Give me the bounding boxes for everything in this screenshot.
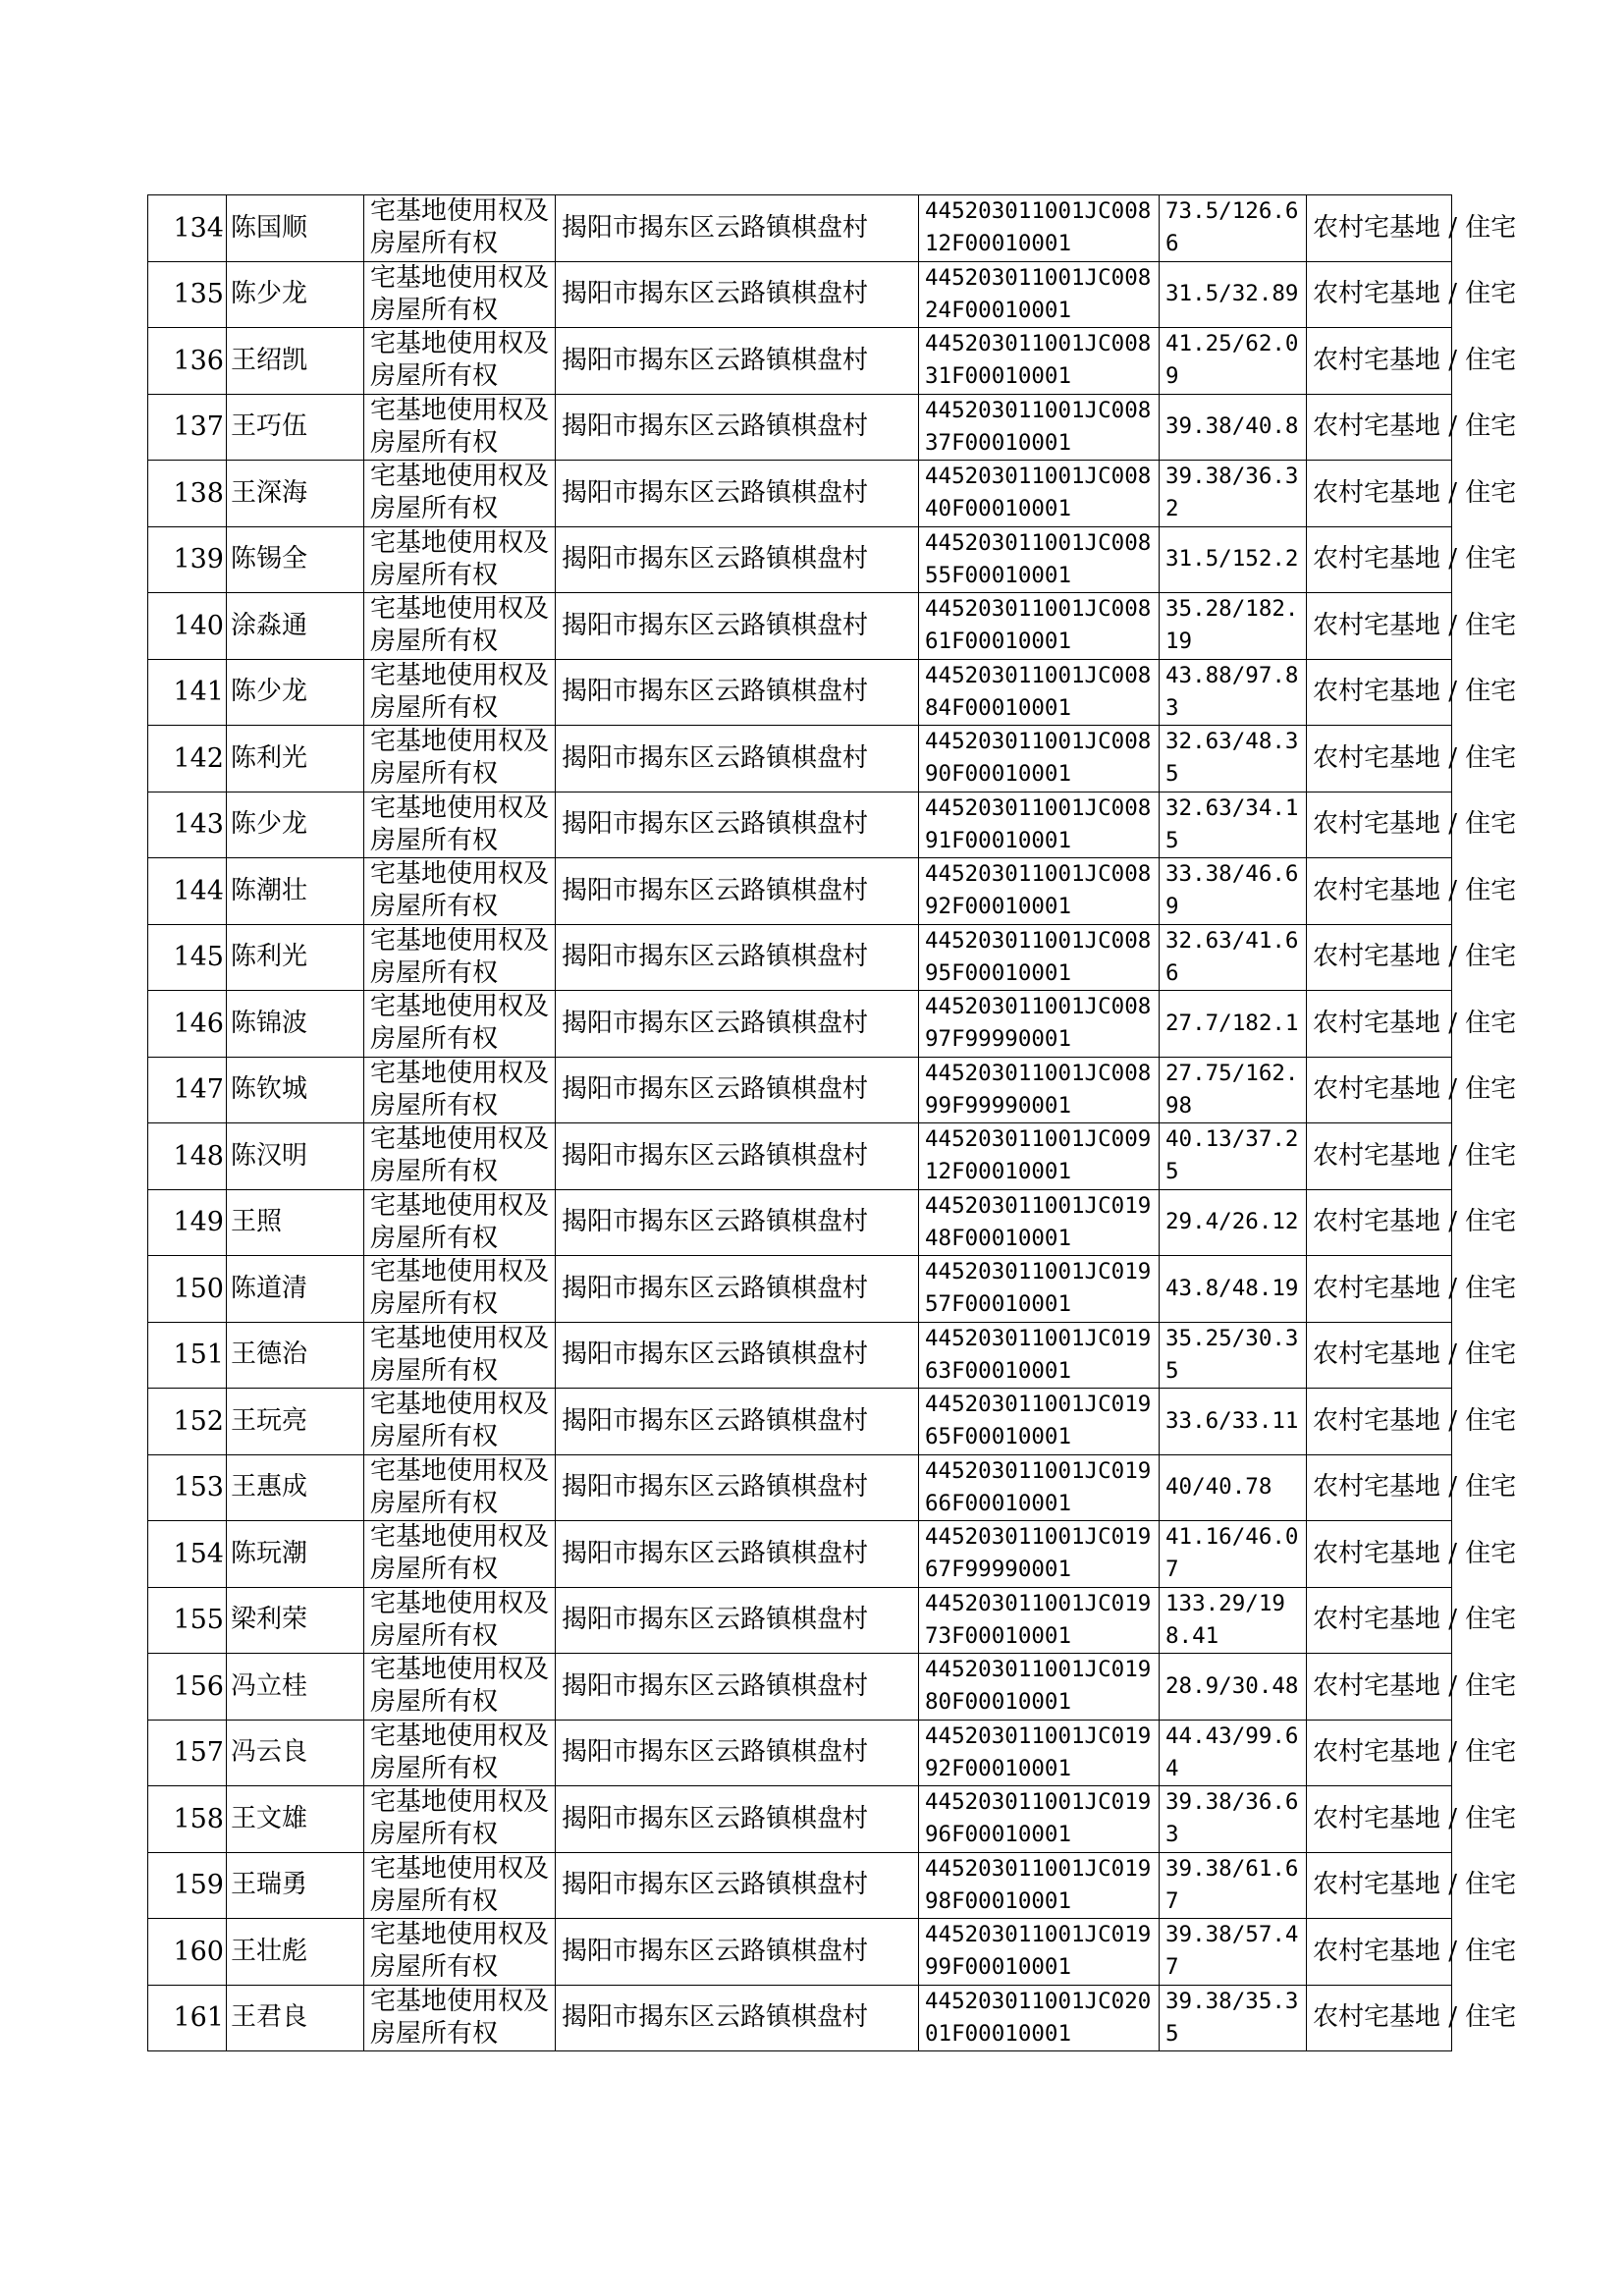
right-type-cell: 宅基地使用权及房屋所有权 [364, 1389, 556, 1455]
table-row [148, 261, 1452, 328]
land-use-cell: 农村宅基地 / 住宅 [1307, 1720, 1452, 1786]
land-use-cell: 农村宅基地 / 住宅 [1307, 858, 1452, 925]
right-type-cell: 宅基地使用权及房屋所有权 [364, 924, 556, 991]
right-type-cell: 宅基地使用权及房屋所有权 [364, 1521, 556, 1588]
right-type-cell: 宅基地使用权及房屋所有权 [364, 1985, 556, 2051]
right-type-cell: 宅基地使用权及房屋所有权 [364, 461, 556, 527]
area-cell: 40/40.78 [1160, 1454, 1307, 1521]
right-type-cell: 宅基地使用权及房屋所有权 [364, 792, 556, 858]
right-type-cell: 宅基地使用权及房屋所有权 [364, 261, 556, 328]
unit-code-cell: 445203011001JC00855F00010001 [919, 526, 1160, 593]
unit-code-cell: 445203011001JC01948F00010001 [919, 1189, 1160, 1256]
land-use-cell: 农村宅基地 / 住宅 [1307, 659, 1452, 726]
area-cell: 43.88/97.83 [1160, 659, 1307, 726]
table-row [148, 726, 1452, 792]
owner-name-cell: 王深海 [227, 461, 364, 527]
owner-name-cell: 陈锡全 [227, 526, 364, 593]
unit-code-cell: 445203011001JC00892F00010001 [919, 858, 1160, 925]
location-cell: 揭阳市揭东区云路镇棋盘村 [556, 1189, 919, 1256]
row-number-cell: 146 [148, 991, 227, 1058]
area-cell: 28.9/30.48 [1160, 1654, 1307, 1721]
owner-name-cell: 涂淼通 [227, 593, 364, 660]
land-use-cell: 农村宅基地 / 住宅 [1307, 792, 1452, 858]
unit-code-cell: 445203011001JC00812F00010001 [919, 195, 1160, 262]
area-cell: 29.4/26.12 [1160, 1189, 1307, 1256]
right-type-cell: 宅基地使用权及房屋所有权 [364, 1786, 556, 1853]
table-row [148, 1786, 1452, 1853]
location-cell: 揭阳市揭东区云路镇棋盘村 [556, 1852, 919, 1919]
area-cell: 35.28/182.19 [1160, 593, 1307, 660]
right-type-cell: 宅基地使用权及房屋所有权 [364, 1654, 556, 1721]
table-row [148, 1720, 1452, 1786]
owner-name-cell: 王瑞勇 [227, 1852, 364, 1919]
owner-name-cell: 陈汉明 [227, 1123, 364, 1190]
table-row [148, 1189, 1452, 1256]
right-type-cell: 宅基地使用权及房屋所有权 [364, 1587, 556, 1654]
land-use-cell: 农村宅基地 / 住宅 [1307, 1786, 1452, 1853]
row-number-cell: 155 [148, 1587, 227, 1654]
table-row [148, 526, 1452, 593]
area-cell: 31.5/32.89 [1160, 261, 1307, 328]
table-row [148, 1985, 1452, 2051]
owner-name-cell: 陈少龙 [227, 261, 364, 328]
land-use-cell: 农村宅基地 / 住宅 [1307, 526, 1452, 593]
area-cell: 39.38/57.47 [1160, 1919, 1307, 1986]
location-cell: 揭阳市揭东区云路镇棋盘村 [556, 1720, 919, 1786]
location-cell: 揭阳市揭东区云路镇棋盘村 [556, 195, 919, 262]
land-use-cell: 农村宅基地 / 住宅 [1307, 1256, 1452, 1323]
right-type-cell: 宅基地使用权及房屋所有权 [364, 1322, 556, 1389]
area-cell: 39.38/40.8 [1160, 394, 1307, 461]
table-row [148, 792, 1452, 858]
area-cell: 32.63/41.66 [1160, 924, 1307, 991]
location-cell: 揭阳市揭东区云路镇棋盘村 [556, 328, 919, 395]
unit-code-cell: 445203011001JC01999F00010001 [919, 1919, 1160, 1986]
unit-code-cell: 445203011001JC00912F00010001 [919, 1123, 1160, 1190]
right-type-cell: 宅基地使用权及房屋所有权 [364, 659, 556, 726]
table-row [148, 1919, 1452, 1986]
right-type-cell: 宅基地使用权及房屋所有权 [364, 328, 556, 395]
unit-code-cell: 445203011001JC02001F00010001 [919, 1985, 1160, 2051]
row-number-cell: 143 [148, 792, 227, 858]
area-cell: 35.25/30.35 [1160, 1322, 1307, 1389]
area-cell: 33.38/46.69 [1160, 858, 1307, 925]
row-number-cell: 141 [148, 659, 227, 726]
owner-name-cell: 陈利光 [227, 924, 364, 991]
land-use-cell: 农村宅基地 / 住宅 [1307, 1057, 1452, 1123]
table-row [148, 1389, 1452, 1455]
owner-name-cell: 陈少龙 [227, 659, 364, 726]
area-cell: 32.63/48.35 [1160, 726, 1307, 792]
table-row [148, 328, 1452, 395]
land-use-cell: 农村宅基地 / 住宅 [1307, 1322, 1452, 1389]
table-row [148, 991, 1452, 1058]
location-cell: 揭阳市揭东区云路镇棋盘村 [556, 924, 919, 991]
unit-code-cell: 445203011001JC00831F00010001 [919, 328, 1160, 395]
row-number-cell: 148 [148, 1123, 227, 1190]
table-row [148, 1123, 1452, 1190]
row-number-cell: 147 [148, 1057, 227, 1123]
property-rights-table [147, 194, 1517, 2051]
row-number-cell: 149 [148, 1189, 227, 1256]
row-number-cell: 135 [148, 261, 227, 328]
owner-name-cell: 王巧伍 [227, 394, 364, 461]
area-cell: 39.38/61.67 [1160, 1852, 1307, 1919]
land-use-cell: 农村宅基地 / 住宅 [1307, 924, 1452, 991]
land-use-cell: 农村宅基地 / 住宅 [1307, 1985, 1452, 2051]
land-use-cell: 农村宅基地 / 住宅 [1307, 1389, 1452, 1455]
land-use-cell: 农村宅基地 / 住宅 [1307, 1189, 1452, 1256]
area-cell: 73.5/126.66 [1160, 195, 1307, 262]
location-cell: 揭阳市揭东区云路镇棋盘村 [556, 394, 919, 461]
unit-code-cell: 445203011001JC01965F00010001 [919, 1389, 1160, 1455]
land-use-cell: 农村宅基地 / 住宅 [1307, 195, 1452, 262]
row-number-cell: 140 [148, 593, 227, 660]
location-cell: 揭阳市揭东区云路镇棋盘村 [556, 1521, 919, 1588]
right-type-cell: 宅基地使用权及房屋所有权 [364, 526, 556, 593]
table-row [148, 461, 1452, 527]
unit-code-cell: 445203011001JC01996F00010001 [919, 1786, 1160, 1853]
right-type-cell: 宅基地使用权及房屋所有权 [364, 195, 556, 262]
area-cell: 133.29/198.41 [1160, 1587, 1307, 1654]
owner-name-cell: 陈锦波 [227, 991, 364, 1058]
area-cell: 44.43/99.64 [1160, 1720, 1307, 1786]
land-use-cell: 农村宅基地 / 住宅 [1307, 1852, 1452, 1919]
unit-code-cell: 445203011001JC01992F00010001 [919, 1720, 1160, 1786]
owner-name-cell: 冯立桂 [227, 1654, 364, 1721]
right-type-cell: 宅基地使用权及房屋所有权 [364, 1919, 556, 1986]
owner-name-cell: 王德治 [227, 1322, 364, 1389]
land-use-cell: 农村宅基地 / 住宅 [1307, 394, 1452, 461]
right-type-cell: 宅基地使用权及房屋所有权 [364, 1852, 556, 1919]
location-cell: 揭阳市揭东区云路镇棋盘村 [556, 1454, 919, 1521]
owner-name-cell: 陈钦城 [227, 1057, 364, 1123]
owner-name-cell: 冯云良 [227, 1720, 364, 1786]
land-use-cell: 农村宅基地 / 住宅 [1307, 461, 1452, 527]
unit-code-cell: 445203011001JC00824F00010001 [919, 261, 1160, 328]
row-number-cell: 156 [148, 1654, 227, 1721]
right-type-cell: 宅基地使用权及房屋所有权 [364, 1189, 556, 1256]
unit-code-cell: 445203011001JC00837F00010001 [919, 394, 1160, 461]
owner-name-cell: 陈利光 [227, 726, 364, 792]
row-number-cell: 145 [148, 924, 227, 991]
table-row [148, 593, 1452, 660]
area-cell: 40.13/37.25 [1160, 1123, 1307, 1190]
row-number-cell: 152 [148, 1389, 227, 1455]
table-row [148, 1654, 1452, 1721]
land-use-cell: 农村宅基地 / 住宅 [1307, 1654, 1452, 1721]
unit-code-cell: 445203011001JC01980F00010001 [919, 1654, 1160, 1721]
area-cell: 32.63/34.15 [1160, 792, 1307, 858]
land-use-cell: 农村宅基地 / 住宅 [1307, 1123, 1452, 1190]
row-number-cell: 154 [148, 1521, 227, 1588]
location-cell: 揭阳市揭东区云路镇棋盘村 [556, 792, 919, 858]
row-number-cell: 138 [148, 461, 227, 527]
unit-code-cell: 445203011001JC00895F00010001 [919, 924, 1160, 991]
area-cell: 33.6/33.11 [1160, 1389, 1307, 1455]
table-row [148, 1521, 1452, 1588]
owner-name-cell: 王照 [227, 1189, 364, 1256]
table-row [148, 1322, 1452, 1389]
row-number-cell: 139 [148, 526, 227, 593]
row-number-cell: 150 [148, 1256, 227, 1323]
land-use-cell: 农村宅基地 / 住宅 [1307, 991, 1452, 1058]
row-number-cell: 158 [148, 1786, 227, 1853]
location-cell: 揭阳市揭东区云路镇棋盘村 [556, 461, 919, 527]
location-cell: 揭阳市揭东区云路镇棋盘村 [556, 1985, 919, 2051]
row-number-cell: 136 [148, 328, 227, 395]
location-cell: 揭阳市揭东区云路镇棋盘村 [556, 1587, 919, 1654]
land-use-cell: 农村宅基地 / 住宅 [1307, 1587, 1452, 1654]
row-number-cell: 142 [148, 726, 227, 792]
land-use-cell: 农村宅基地 / 住宅 [1307, 1454, 1452, 1521]
table-row [148, 924, 1452, 991]
land-use-cell: 农村宅基地 / 住宅 [1307, 1521, 1452, 1588]
right-type-cell: 宅基地使用权及房屋所有权 [364, 726, 556, 792]
owner-name-cell: 王绍凯 [227, 328, 364, 395]
table-row [148, 1852, 1452, 1919]
unit-code-cell: 445203011001JC00861F00010001 [919, 593, 1160, 660]
table-row [148, 195, 1452, 262]
table-row [148, 394, 1452, 461]
row-number-cell: 134 [148, 195, 227, 262]
location-cell: 揭阳市揭东区云路镇棋盘村 [556, 593, 919, 660]
owner-name-cell: 王君良 [227, 1985, 364, 2051]
unit-code-cell: 445203011001JC00897F99990001 [919, 991, 1160, 1058]
unit-code-cell: 445203011001JC00884F00010001 [919, 659, 1160, 726]
owner-name-cell: 王壮彪 [227, 1919, 364, 1986]
right-type-cell: 宅基地使用权及房屋所有权 [364, 858, 556, 925]
area-cell: 31.5/152.2 [1160, 526, 1307, 593]
location-cell: 揭阳市揭东区云路镇棋盘村 [556, 991, 919, 1058]
row-number-cell: 137 [148, 394, 227, 461]
row-number-cell: 159 [148, 1852, 227, 1919]
row-number-cell: 144 [148, 858, 227, 925]
table-row [148, 1256, 1452, 1323]
location-cell: 揭阳市揭东区云路镇棋盘村 [556, 526, 919, 593]
land-use-cell: 农村宅基地 / 住宅 [1307, 593, 1452, 660]
table-row [148, 1587, 1452, 1654]
row-number-cell: 160 [148, 1919, 227, 1986]
table-body [148, 195, 1517, 2051]
owner-name-cell: 王惠成 [227, 1454, 364, 1521]
location-cell: 揭阳市揭东区云路镇棋盘村 [556, 1654, 919, 1721]
land-use-cell: 农村宅基地 / 住宅 [1307, 726, 1452, 792]
location-cell: 揭阳市揭东区云路镇棋盘村 [556, 1919, 919, 1986]
right-type-cell: 宅基地使用权及房屋所有权 [364, 991, 556, 1058]
right-type-cell: 宅基地使用权及房屋所有权 [364, 1123, 556, 1190]
right-type-cell: 宅基地使用权及房屋所有权 [364, 1256, 556, 1323]
area-cell: 43.8/48.19 [1160, 1256, 1307, 1323]
unit-code-cell: 445203011001JC01966F00010001 [919, 1454, 1160, 1521]
location-cell: 揭阳市揭东区云路镇棋盘村 [556, 1389, 919, 1455]
area-cell: 41.25/62.09 [1160, 328, 1307, 395]
area-cell: 41.16/46.07 [1160, 1521, 1307, 1588]
table-row [148, 659, 1452, 726]
right-type-cell: 宅基地使用权及房屋所有权 [364, 1057, 556, 1123]
unit-code-cell: 445203011001JC01963F00010001 [919, 1322, 1160, 1389]
land-use-cell: 农村宅基地 / 住宅 [1307, 1919, 1452, 1986]
row-number-cell: 161 [148, 1985, 227, 2051]
owner-name-cell: 陈道清 [227, 1256, 364, 1323]
unit-code-cell: 445203011001JC00840F00010001 [919, 461, 1160, 527]
row-number-cell: 151 [148, 1322, 227, 1389]
area-cell: 39.38/35.35 [1160, 1985, 1307, 2051]
unit-code-cell: 445203011001JC00891F00010001 [919, 792, 1160, 858]
owner-name-cell: 梁利荣 [227, 1587, 364, 1654]
unit-code-cell: 445203011001JC01998F00010001 [919, 1852, 1160, 1919]
row-number-cell: 157 [148, 1720, 227, 1786]
table-row [148, 1057, 1452, 1123]
right-type-cell: 宅基地使用权及房屋所有权 [364, 1454, 556, 1521]
unit-code-cell: 445203011001JC00890F00010001 [919, 726, 1160, 792]
area-cell: 27.7/182.1 [1160, 991, 1307, 1058]
right-type-cell: 宅基地使用权及房屋所有权 [364, 593, 556, 660]
unit-code-cell: 445203011001JC01957F00010001 [919, 1256, 1160, 1323]
owner-name-cell: 陈玩潮 [227, 1521, 364, 1588]
land-use-cell: 农村宅基地 / 住宅 [1307, 328, 1452, 395]
unit-code-cell: 445203011001JC00899F99990001 [919, 1057, 1160, 1123]
location-cell: 揭阳市揭东区云路镇棋盘村 [556, 858, 919, 925]
right-type-cell: 宅基地使用权及房屋所有权 [364, 394, 556, 461]
area-cell: 27.75/162.98 [1160, 1057, 1307, 1123]
location-cell: 揭阳市揭东区云路镇棋盘村 [556, 1256, 919, 1323]
location-cell: 揭阳市揭东区云路镇棋盘村 [556, 659, 919, 726]
owner-name-cell: 陈少龙 [227, 792, 364, 858]
owner-name-cell: 王玩亮 [227, 1389, 364, 1455]
table-row [148, 858, 1452, 925]
location-cell: 揭阳市揭东区云路镇棋盘村 [556, 1786, 919, 1853]
area-cell: 39.38/36.32 [1160, 461, 1307, 527]
unit-code-cell: 445203011001JC01967F99990001 [919, 1521, 1160, 1588]
location-cell: 揭阳市揭东区云路镇棋盘村 [556, 1322, 919, 1389]
owner-name-cell: 陈国顺 [227, 195, 364, 262]
location-cell: 揭阳市揭东区云路镇棋盘村 [556, 1123, 919, 1190]
owner-name-cell: 王文雄 [227, 1786, 364, 1853]
owner-name-cell: 陈潮壮 [227, 858, 364, 925]
area-cell: 39.38/36.63 [1160, 1786, 1307, 1853]
row-number-cell: 153 [148, 1454, 227, 1521]
location-cell: 揭阳市揭东区云路镇棋盘村 [556, 1057, 919, 1123]
land-use-cell: 农村宅基地 / 住宅 [1307, 261, 1452, 328]
table-row [148, 1454, 1452, 1521]
location-cell: 揭阳市揭东区云路镇棋盘村 [556, 726, 919, 792]
right-type-cell: 宅基地使用权及房屋所有权 [364, 1720, 556, 1786]
location-cell: 揭阳市揭东区云路镇棋盘村 [556, 261, 919, 328]
unit-code-cell: 445203011001JC01973F00010001 [919, 1587, 1160, 1654]
